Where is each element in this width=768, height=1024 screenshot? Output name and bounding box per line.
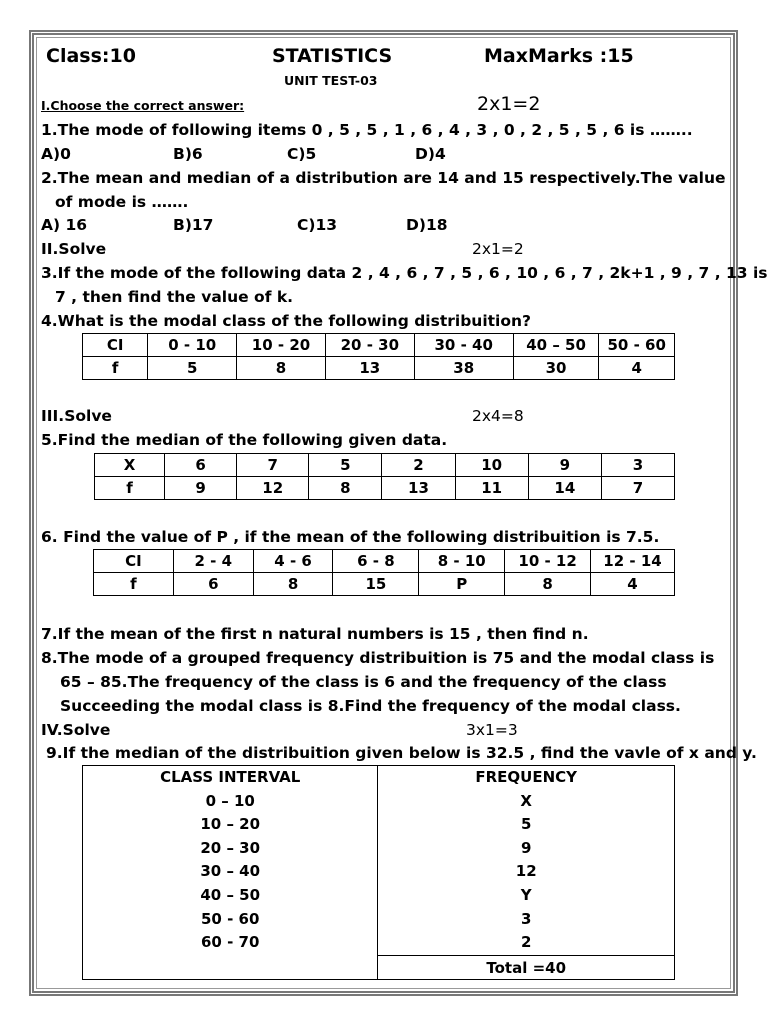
table-row <box>94 550 675 573</box>
table-cell: 4 - 6 <box>253 550 333 573</box>
table-cell: 8 <box>309 477 382 500</box>
table-cell: 4 <box>591 573 675 596</box>
question-3-line2: 7 , then find the value of k. <box>55 288 294 306</box>
total-cell: Total =40 <box>378 956 675 980</box>
q2-option-d: D)18 <box>406 216 448 234</box>
table-cell: 5 <box>148 357 237 380</box>
interval-cell: 40 – 50 <box>200 885 261 904</box>
table-cell: 2 <box>382 454 455 477</box>
table-cell: 6 <box>173 573 253 596</box>
q1-option-b: B)6 <box>173 145 203 163</box>
section3-heading: III.Solve <box>41 407 112 425</box>
table-q9 <box>82 765 675 980</box>
table-q5 <box>94 453 675 500</box>
frequency-header: FREQUENCY <box>475 768 578 786</box>
frequency-cell: 12 <box>515 862 537 881</box>
table-cell: 8 - 10 <box>419 550 505 573</box>
class-interval-column <box>83 766 378 980</box>
q1-option-c: C)5 <box>287 145 317 163</box>
table-cell: 8 <box>237 357 326 380</box>
table-cell: 12 - 14 <box>591 550 675 573</box>
section4-marks: 3x1=3 <box>466 721 518 739</box>
interval-cell: 10 – 20 <box>200 815 261 834</box>
question-7: 7.If the mean of the first n natural numbers is 15 , then find n. <box>41 625 589 643</box>
question-4: 4.What is the modal class of the following distribuition? <box>41 312 532 330</box>
table-cell: 2 - 4 <box>173 550 253 573</box>
question-5: 5.Find the median of the following given data. <box>41 431 448 449</box>
question-8-line1: 8.The mode of a grouped frequency distribuition is 75 and the modal class is <box>41 649 715 667</box>
question-9: 9.If the median of the distribuition given below is 32.5 , find the vavle of x and y. <box>46 744 757 762</box>
interval-cell: 30 – 40 <box>200 862 261 881</box>
question-8-line2: 65 – 85.The frequency of the class is 6 and the frequency of the class <box>60 673 667 691</box>
question-2-line1: 2.The mean and median of a distribution are 14 and 15 respectively.The value <box>41 169 726 187</box>
table-q6 <box>93 549 675 596</box>
table-cell: 11 <box>455 477 528 500</box>
frequency-cell: 2 <box>520 933 532 952</box>
table-cell: 20 - 30 <box>325 334 414 357</box>
frequency-cell: Y <box>520 885 532 904</box>
table-cell: 7 <box>237 454 309 477</box>
table-cell: CI <box>83 334 148 357</box>
table-cell: 40 – 50 <box>513 334 599 357</box>
table-row <box>83 766 675 956</box>
frequency-cell: 9 <box>520 838 532 857</box>
q2-option-a: A) 16 <box>41 216 88 234</box>
class-label: Class:10 <box>46 45 136 67</box>
table-cell: 8 <box>505 573 591 596</box>
question-8-line3: Succeeding the modal class is 8.Find the frequency of the modal class. <box>60 697 681 715</box>
table-cell: 7 <box>601 477 674 500</box>
table-cell: f <box>83 357 148 380</box>
table-q4 <box>82 333 675 380</box>
table-cell: 12 <box>237 477 309 500</box>
table-row <box>83 334 675 357</box>
section1-marks: 2x1=2 <box>477 93 541 115</box>
table-row <box>95 477 675 500</box>
question-1: 1.The mode of following items 0 , 5 , 5 , 1 , 6 , 4 , 3 , 0 , 2 , 5 , 5 , 6 is …….. <box>41 121 693 139</box>
interval-cell: 60 - 70 <box>201 933 260 952</box>
interval-cell: 20 – 30 <box>200 838 261 857</box>
section4-heading: IV.Solve <box>41 721 111 739</box>
frequency-cell: 3 <box>520 909 532 928</box>
q1-option-d: D)4 <box>415 145 446 163</box>
question-6: 6. Find the value of P , if the mean of the following distribuition is 7.5. <box>41 528 660 546</box>
unit-test-label: UNIT TEST-03 <box>284 73 378 88</box>
class-interval-header: CLASS INTERVAL <box>160 768 301 786</box>
table-cell: 4 <box>599 357 675 380</box>
table-row <box>94 573 675 596</box>
frequency-cell: 5 <box>520 815 532 834</box>
table-cell: 0 - 10 <box>148 334 237 357</box>
table-cell: 5 <box>309 454 382 477</box>
table-cell: 10 - 12 <box>505 550 591 573</box>
q2-option-c: C)13 <box>297 216 338 234</box>
interval-cell: 50 - 60 <box>201 909 260 928</box>
frequency-column <box>378 766 675 956</box>
table-cell: 30 <box>513 357 599 380</box>
table-cell: 30 - 40 <box>414 334 513 357</box>
interval-cell: 0 – 10 <box>205 791 255 810</box>
section1-heading: I.Choose the correct answer: <box>41 98 245 113</box>
table-row <box>95 454 675 477</box>
table-cell: 6 - 8 <box>333 550 419 573</box>
table-cell: 14 <box>528 477 601 500</box>
q2-option-b: B)17 <box>173 216 214 234</box>
subject-title: STATISTICS <box>272 45 393 67</box>
table-cell: f <box>94 573 174 596</box>
q1-option-a: A)0 <box>41 145 71 163</box>
table-cell: X <box>95 454 165 477</box>
question-3-line1: 3.If the mode of the following data 2 , 4 , 6 , 7 , 5 , 6 , 10 , 6 , 7 , 2k+1 , 9 , 7 , 13 is <box>41 264 768 282</box>
section3-marks: 2x4=8 <box>472 407 524 425</box>
table-cell: 15 <box>333 573 419 596</box>
table-cell: 13 <box>382 477 455 500</box>
table-cell: CI <box>94 550 174 573</box>
table-row <box>83 357 675 380</box>
question-2-line2: of mode is ……. <box>55 193 189 211</box>
table-cell: 13 <box>325 357 414 380</box>
max-marks: MaxMarks :15 <box>484 45 634 67</box>
table-cell: 38 <box>414 357 513 380</box>
table-cell: 8 <box>253 573 333 596</box>
table-cell: 10 - 20 <box>237 334 326 357</box>
table-cell: P <box>419 573 505 596</box>
frequency-cell: X <box>520 791 532 810</box>
table-cell: 3 <box>601 454 674 477</box>
section2-heading: II.Solve <box>41 240 107 258</box>
section2-marks: 2x1=2 <box>472 240 524 258</box>
table-cell: 50 - 60 <box>599 334 675 357</box>
table-cell: 6 <box>165 454 237 477</box>
table-cell: f <box>95 477 165 500</box>
table-cell: 9 <box>165 477 237 500</box>
table-cell: 10 <box>455 454 528 477</box>
table-cell: 9 <box>528 454 601 477</box>
